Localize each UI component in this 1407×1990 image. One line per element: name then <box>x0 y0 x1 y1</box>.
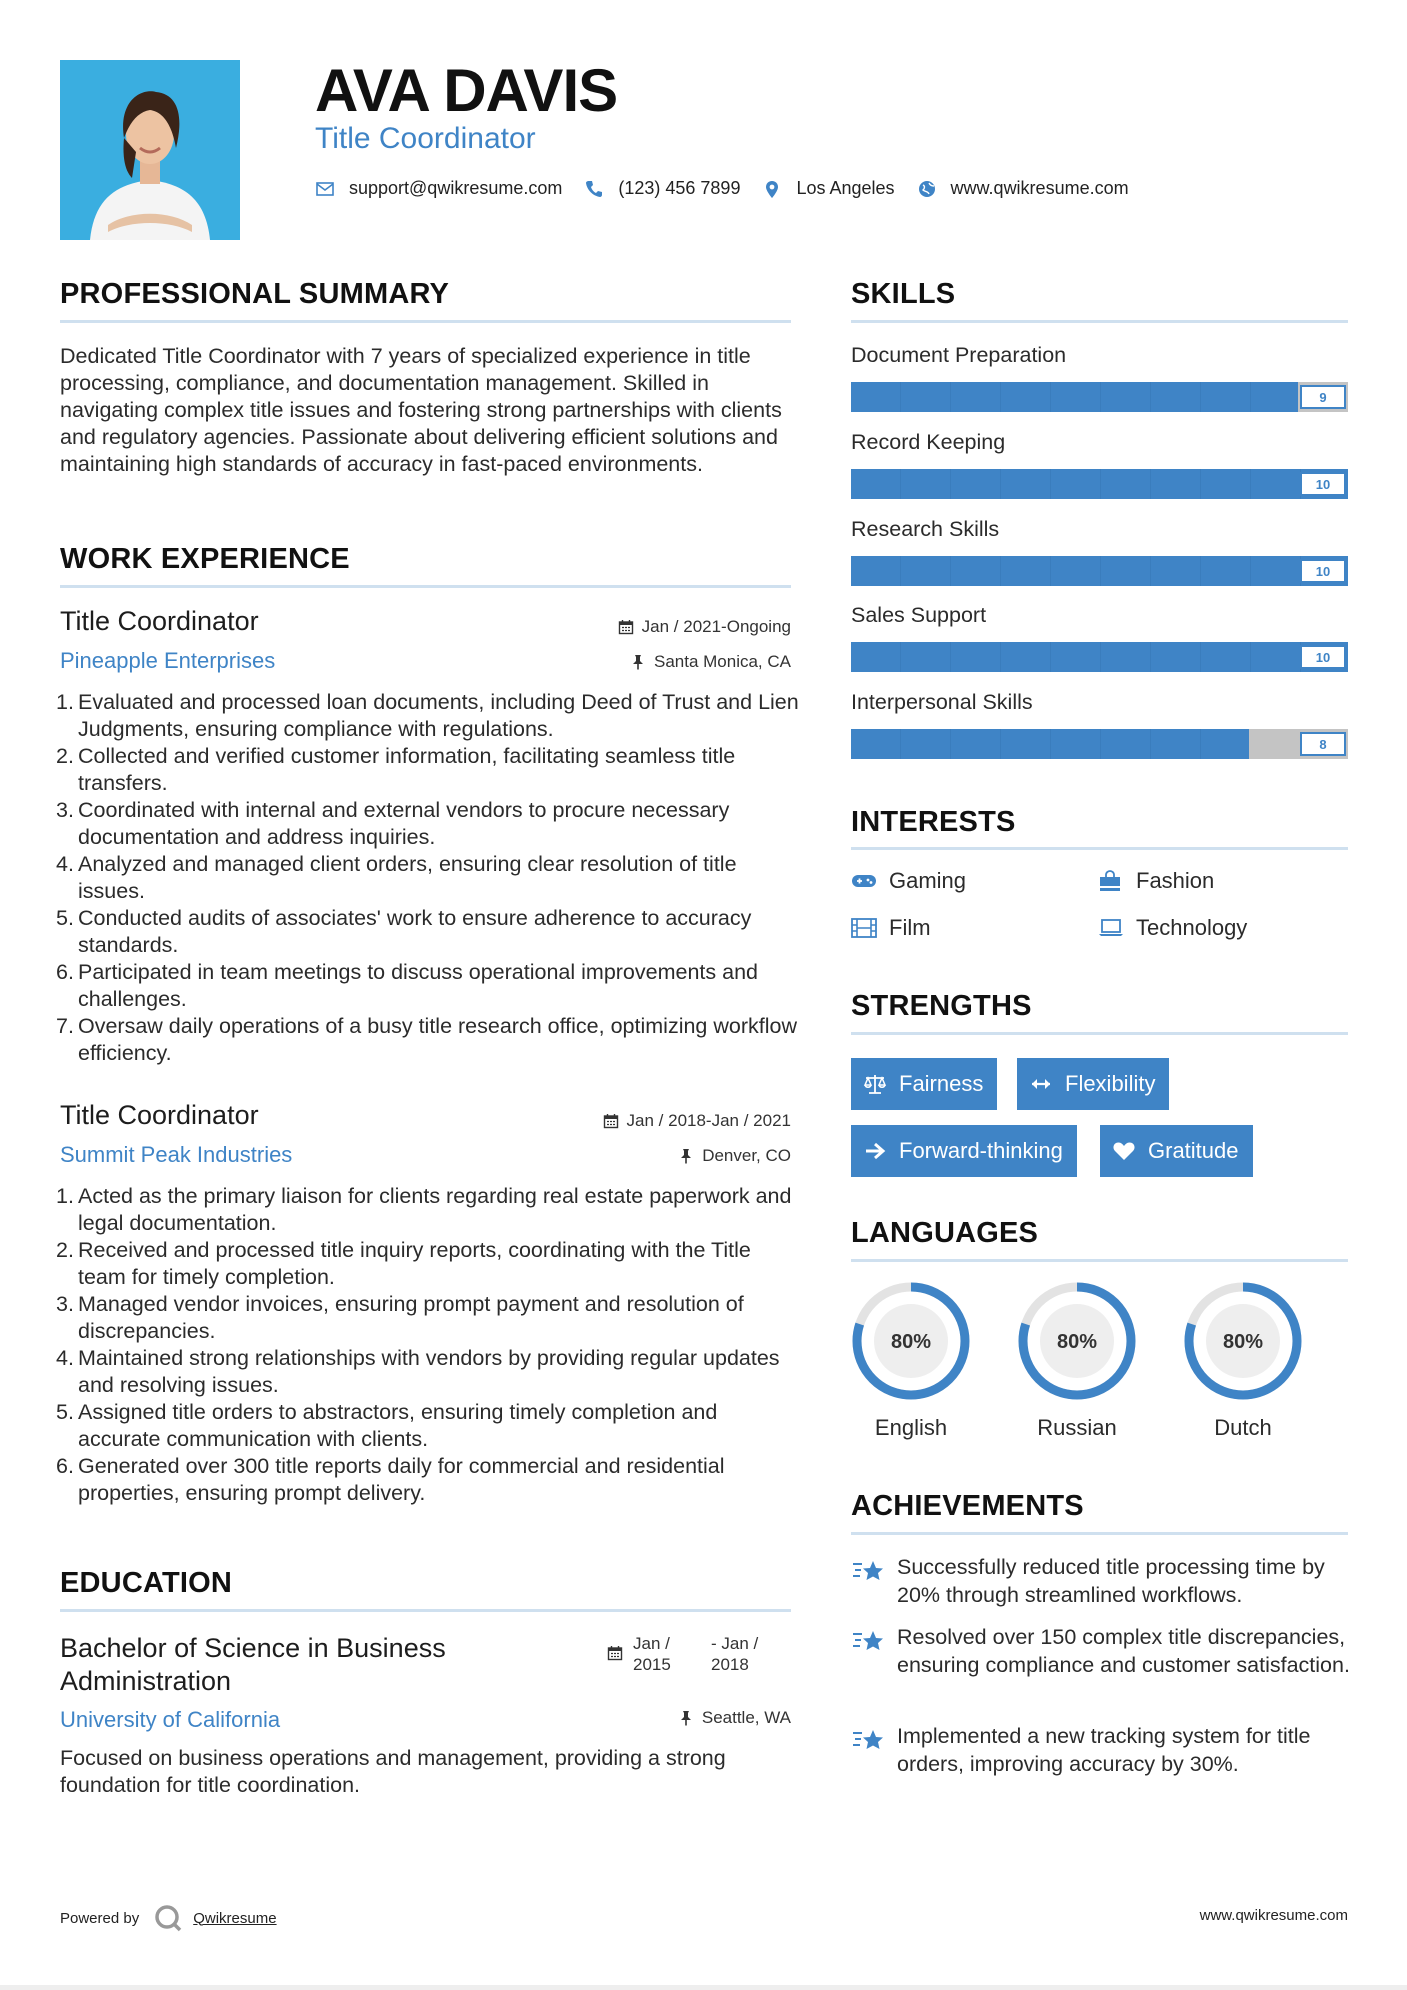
skill-bar <box>851 729 1348 759</box>
skill-level: 10 <box>1300 559 1346 583</box>
education-description: Focused on business operations and management, providing a strong foundation for title coordination. <box>60 1746 726 1797</box>
skill-bar <box>851 382 1348 412</box>
skill-label: Sales Support <box>851 603 987 627</box>
job-location-text: Santa Monica, CA <box>653 652 791 671</box>
strength-label: Forward-thinking <box>899 1138 1063 1163</box>
education-location <box>678 1708 791 1728</box>
languages-heading: LANGUAGES <box>851 1217 1039 1249</box>
duty-item: Conducted audits of associates' work to ensure adherence to accuracy standards. <box>78 906 752 957</box>
experience-rule <box>60 585 791 588</box>
language-item <box>849 1279 973 1441</box>
duty-item: Participated in team meetings to discuss operational improvements and challenges. <box>78 960 758 1011</box>
pin-icon <box>678 1710 694 1726</box>
pin-icon <box>630 654 646 670</box>
contact-location: Los Angeles <box>796 178 895 198</box>
laptop-icon <box>1098 917 1126 939</box>
achievement-text: Resolved over 150 complex title discrepancies, ensuring compliance and customer satisfaction. <box>897 1625 1350 1677</box>
job-dates-text: Jan / 2021-Ongoing <box>641 617 791 636</box>
shooting-star-icon <box>851 1724 887 1756</box>
achievement-item <box>851 1553 1361 1609</box>
education-rule <box>60 1609 791 1612</box>
skill-bar-fill <box>851 729 1249 759</box>
skill-bar <box>851 469 1348 499</box>
qwikresume-link[interactable]: Qwikresume <box>193 1909 277 1927</box>
education-dates <box>607 1633 789 1675</box>
skill-bar-fill <box>851 556 1348 586</box>
strength-tag <box>1100 1125 1253 1177</box>
interest-label: Gaming <box>889 868 967 893</box>
pin-icon <box>678 1148 694 1164</box>
achievements-heading: ACHIEVEMENTS <box>851 1490 1084 1522</box>
shooting-star-icon <box>851 1625 887 1657</box>
achievements-rule <box>851 1532 1348 1535</box>
duty-item: Maintained strong relationships with vendors by providing regular updates and resolving issues. <box>78 1346 780 1397</box>
achievement-text: Successfully reduced title processing time by 20% through streamlined workflows. <box>897 1555 1325 1607</box>
profile-photo <box>60 60 240 240</box>
skill-bar-fill <box>851 469 1348 499</box>
job-dates <box>603 1111 791 1131</box>
candidate-role: Title Coordinator <box>315 122 536 155</box>
gamepad-icon <box>851 870 879 892</box>
envelope-icon <box>315 179 335 199</box>
skill-level: 9 <box>1300 385 1346 409</box>
strength-label: Flexibility <box>1065 1071 1156 1096</box>
shooting-star-icon <box>851 1555 887 1587</box>
language-percent: 80% <box>1056 1331 1098 1353</box>
interest-item <box>1098 915 1247 941</box>
contact-phone[interactable]: (123) 456 7899 <box>618 178 741 198</box>
skill-bar-fill <box>851 382 1298 412</box>
job-title: Title Coordinator <box>60 1100 259 1130</box>
contact-bar <box>315 178 1151 199</box>
language-name: English <box>874 1415 948 1440</box>
language-percent: 80% <box>890 1331 932 1353</box>
job-location <box>630 652 791 672</box>
summary-heading: PROFESSIONAL SUMMARY <box>60 278 450 310</box>
achievement-text: Implemented a new tracking system for title orders, improving accuracy by 30%. <box>897 1724 1311 1776</box>
summary-rule <box>60 320 791 323</box>
arrow-right-icon <box>863 1139 887 1163</box>
job-duties <box>60 1183 800 1507</box>
job-dates <box>618 617 791 637</box>
strength-label: Fairness <box>899 1071 984 1096</box>
duty-item: Generated over 300 title reports daily for commercial and residential properties, ensuring prompt delivery. <box>78 1454 725 1505</box>
skill-level: 10 <box>1300 645 1346 669</box>
balance-scale-icon <box>863 1072 887 1096</box>
footer-website[interactable]: www.qwikresume.com <box>1199 1907 1348 1924</box>
duty-item: Evaluated and processed loan documents, including Deed of Trust and Lien Judgments, ensuring compliance with regulations. <box>78 690 799 741</box>
footer-powered-by <box>60 1903 277 1933</box>
job-title: Title Coordinator <box>60 606 259 636</box>
strength-tag <box>851 1058 997 1110</box>
interest-item <box>851 868 966 894</box>
candidate-name: AVA DAVIS <box>315 57 618 124</box>
interest-item <box>851 915 931 941</box>
duty-item: Coordinated with internal and external vendors to procure necessary documentation and address inquiries. <box>78 798 730 849</box>
job-location <box>678 1146 791 1166</box>
skill-label: Document Preparation <box>851 343 1067 367</box>
page-bottom-edge <box>0 1985 1407 1990</box>
job-location-text: Denver, CO <box>702 1146 791 1165</box>
job-company: Pineapple Enterprises <box>60 648 276 673</box>
interests-heading: INTERESTS <box>851 806 1016 838</box>
interest-label: Film <box>889 915 931 940</box>
strength-label: Gratitude <box>1148 1138 1239 1163</box>
skill-bar-fill <box>851 642 1348 672</box>
experience-heading: WORK EXPERIENCE <box>60 543 350 575</box>
language-ring <box>849 1279 973 1403</box>
language-name: Russian <box>1037 1415 1117 1440</box>
education-location-text: Seattle, WA <box>701 1708 791 1727</box>
duty-item: Managed vendor invoices, ensuring prompt payment and resolution of discrepancies. <box>78 1292 744 1343</box>
calendar-icon <box>603 1113 619 1129</box>
strength-tag <box>1017 1058 1169 1110</box>
language-ring <box>1181 1279 1305 1403</box>
language-item <box>1015 1279 1139 1441</box>
education-school: University of California <box>60 1707 281 1732</box>
skills-heading: SKILLS <box>851 278 956 310</box>
qwikresume-logo-icon <box>153 1903 183 1933</box>
film-icon <box>851 917 879 939</box>
languages-rule <box>851 1259 1348 1262</box>
interest-label: Fashion <box>1136 868 1215 893</box>
calendar-icon <box>618 619 634 635</box>
achievement-item <box>851 1623 1361 1679</box>
education-end: - Jan / 2018 <box>711 1634 759 1674</box>
globe-icon <box>917 179 937 199</box>
duty-item: Received and processed title inquiry reports, coordinating with the Title team for timely completion. <box>78 1238 751 1289</box>
interests-rule <box>851 847 1348 850</box>
job-duties <box>60 689 800 1067</box>
strengths-heading: STRENGTHS <box>851 990 1032 1022</box>
contact-email[interactable]: support@qwikresume.com <box>349 178 563 198</box>
skill-level: 8 <box>1300 732 1346 756</box>
interest-item <box>1098 868 1214 894</box>
duty-item: Assigned title orders to abstractors, ensuring timely completion and accurate communication with clients. <box>78 1400 718 1451</box>
duty-item: Collected and verified customer information, facilitating seamless title transfers. <box>78 744 736 795</box>
duty-item: Analyzed and managed client orders, ensuring clear resolution of title issues. <box>78 852 737 903</box>
contact-website[interactable]: www.qwikresume.com <box>950 178 1129 198</box>
powered-by-label: Powered by <box>60 1909 140 1927</box>
language-name: Dutch <box>1214 1415 1272 1440</box>
skill-level: 10 <box>1300 472 1346 496</box>
skill-bar <box>851 556 1348 586</box>
skill-label: Interpersonal Skills <box>851 690 1033 714</box>
calendar-icon <box>607 1645 623 1661</box>
interest-label: Technology <box>1136 915 1248 940</box>
achievement-item <box>851 1722 1361 1778</box>
summary-text: Dedicated Title Coordinator with 7 years of specialized experience in title processing, compliance, and documentation management. Skilled in navigating complex title issues and fostering strong partnerships with clients and regulatory agencies. Passionate about delivering efficient solutions and maintaining high standards of accuracy in fast-paced environments. <box>60 344 782 476</box>
map-marker-icon <box>762 179 782 199</box>
arrows-horizontal-icon <box>1029 1072 1053 1096</box>
phone-icon <box>584 179 604 199</box>
education-heading: EDUCATION <box>60 1567 233 1599</box>
language-percent: 80% <box>1222 1331 1264 1353</box>
language-ring <box>1015 1279 1139 1403</box>
strength-tag <box>851 1125 1077 1177</box>
skills-rule <box>851 320 1348 323</box>
job-dates-text: Jan / 2018-Jan / 2021 <box>626 1111 791 1130</box>
duty-item: Oversaw daily operations of a busy title research office, optimizing workflow efficiency. <box>78 1014 797 1065</box>
education-degree: Bachelor of Science in Business Administration <box>60 1633 446 1696</box>
strengths-rule <box>851 1032 1348 1035</box>
shopping-bag-icon <box>1098 870 1126 892</box>
education-start: Jan / 2015 <box>633 1634 671 1674</box>
duty-item: Acted as the primary liaison for clients regarding real estate paperwork and legal documentation. <box>78 1184 792 1235</box>
job-company: Summit Peak Industries <box>60 1142 293 1167</box>
heart-icon <box>1112 1139 1136 1163</box>
language-item <box>1181 1279 1305 1441</box>
skill-label: Research Skills <box>851 517 1000 541</box>
skill-bar <box>851 642 1348 672</box>
skill-label: Record Keeping <box>851 430 1006 454</box>
